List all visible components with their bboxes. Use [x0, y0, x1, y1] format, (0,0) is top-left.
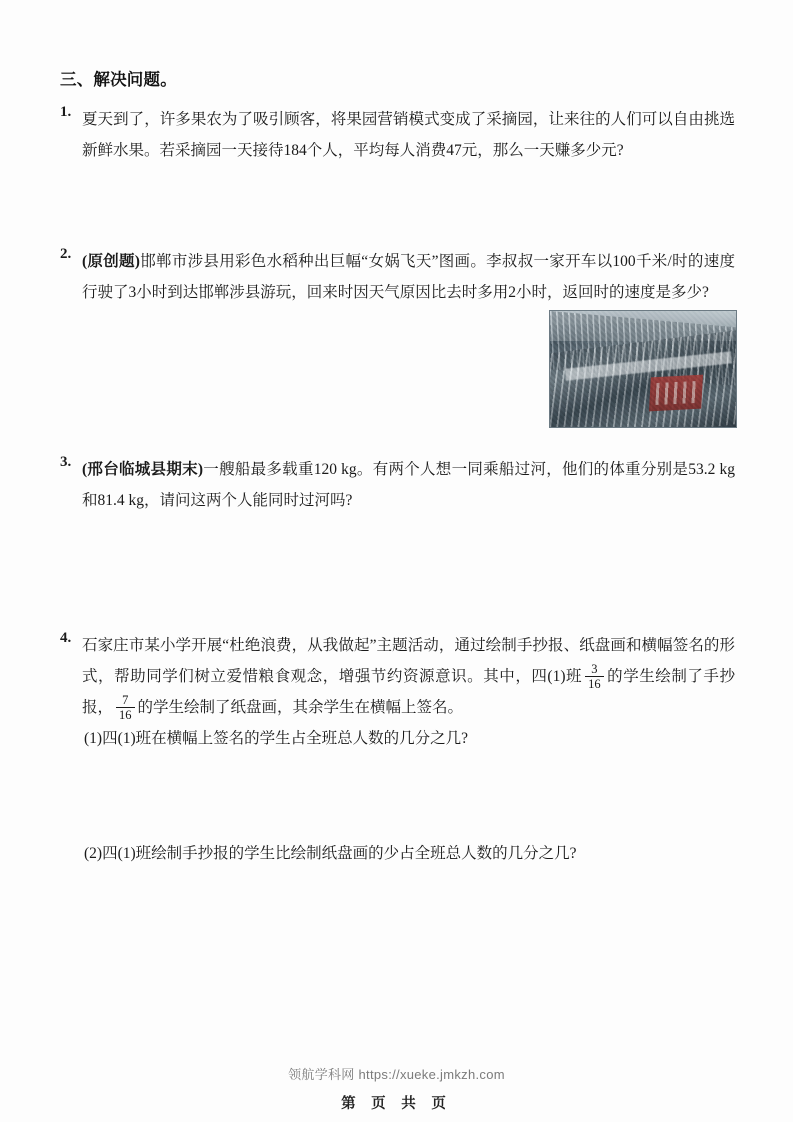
answer-space-2 [60, 432, 735, 454]
answer-space-3 [60, 520, 735, 630]
problem-1 [60, 104, 735, 166]
problem-2-tag: (原创题) [82, 253, 140, 270]
fraction2-numerator: 7 [116, 693, 135, 708]
answer-space-1 [60, 170, 735, 246]
rice-field-photo [549, 310, 737, 428]
problem-1-number: 1. [60, 104, 72, 120]
problem-2 [60, 246, 735, 308]
rice-field-photo-wrap [549, 310, 735, 426]
worksheet-content [60, 66, 735, 873]
problem-2-text: 邯郸市涉县用彩色水稻种出巨幅“女娲飞天”图画。李叔叔一家开车以100千米/时的速度行驶了3小时到达邯郸涉县游玩，回来时因天气原因比去时多用2小时，返回时的速度是多少? [82, 253, 735, 301]
problem-2-figure-row [60, 308, 735, 428]
fraction1-denominator: 16 [588, 676, 601, 691]
page-footer: 第 页 共 页 [341, 1096, 452, 1112]
answer-space-4a [60, 754, 735, 838]
section-title: 三、解决问题。 [60, 70, 177, 89]
fraction1-numerator: 3 [585, 662, 604, 677]
problem-2-number: 2. [60, 246, 72, 262]
problem-3-tag: (邢台临城县期末) [82, 461, 204, 478]
site-watermark: 领航学科网 https://xueke.jmkzh.com [288, 1067, 505, 1082]
fraction-seven-sixteenths [116, 693, 135, 722]
problem-2-body [82, 246, 735, 308]
problem-4-body [82, 630, 735, 723]
problem-3-number: 3. [60, 454, 72, 470]
problem-4-sub-1: (1)四(1)班在横幅上签名的学生占全班总人数的几分之几? [84, 730, 469, 747]
photo-grain-overlay [550, 311, 736, 427]
fraction2-denominator: 16 [119, 707, 132, 722]
problem-3-body [82, 454, 735, 516]
problem-4-text-part1: 石家庄市某小学开展“杜绝浪费，从我做起”主题活动，通过绘制手抄报、纸盘画和横幅签名的形式，帮助同学们树立爱惜粮食观念，增强节约资源意识。其中，四(1)班 [82, 637, 735, 685]
problem-4-text-part2: 的学生绘制了手抄报， [82, 668, 735, 716]
problem-3 [60, 454, 735, 516]
problem-3-text: 一艘船最多载重120 kg。有两个人想一同乘船过河，他们的体重分别是53.2 kg和81.4 kg，请问这两个人能同时过河吗? [82, 461, 735, 509]
problem-1-text: 夏天到了，许多果农为了吸引顾客，将果园营销模式变成了采摘园，让来往的人们可以自由挑选新鲜水果。若采摘园一天接待184个人，平均每人消费47元，那么一天赚多少元? [82, 111, 735, 159]
problem-4-number: 4. [60, 630, 72, 646]
fraction-three-sixteenths [585, 662, 604, 691]
problem-4 [60, 630, 735, 869]
problem-4-sub-2: (2)四(1)班绘制手抄报的学生比绘制纸盘画的少占全班总人数的几分之几? [84, 845, 577, 862]
problem-4-text-part3: 的学生绘制了纸盘画，其余学生在横幅上签名。 [137, 699, 464, 716]
